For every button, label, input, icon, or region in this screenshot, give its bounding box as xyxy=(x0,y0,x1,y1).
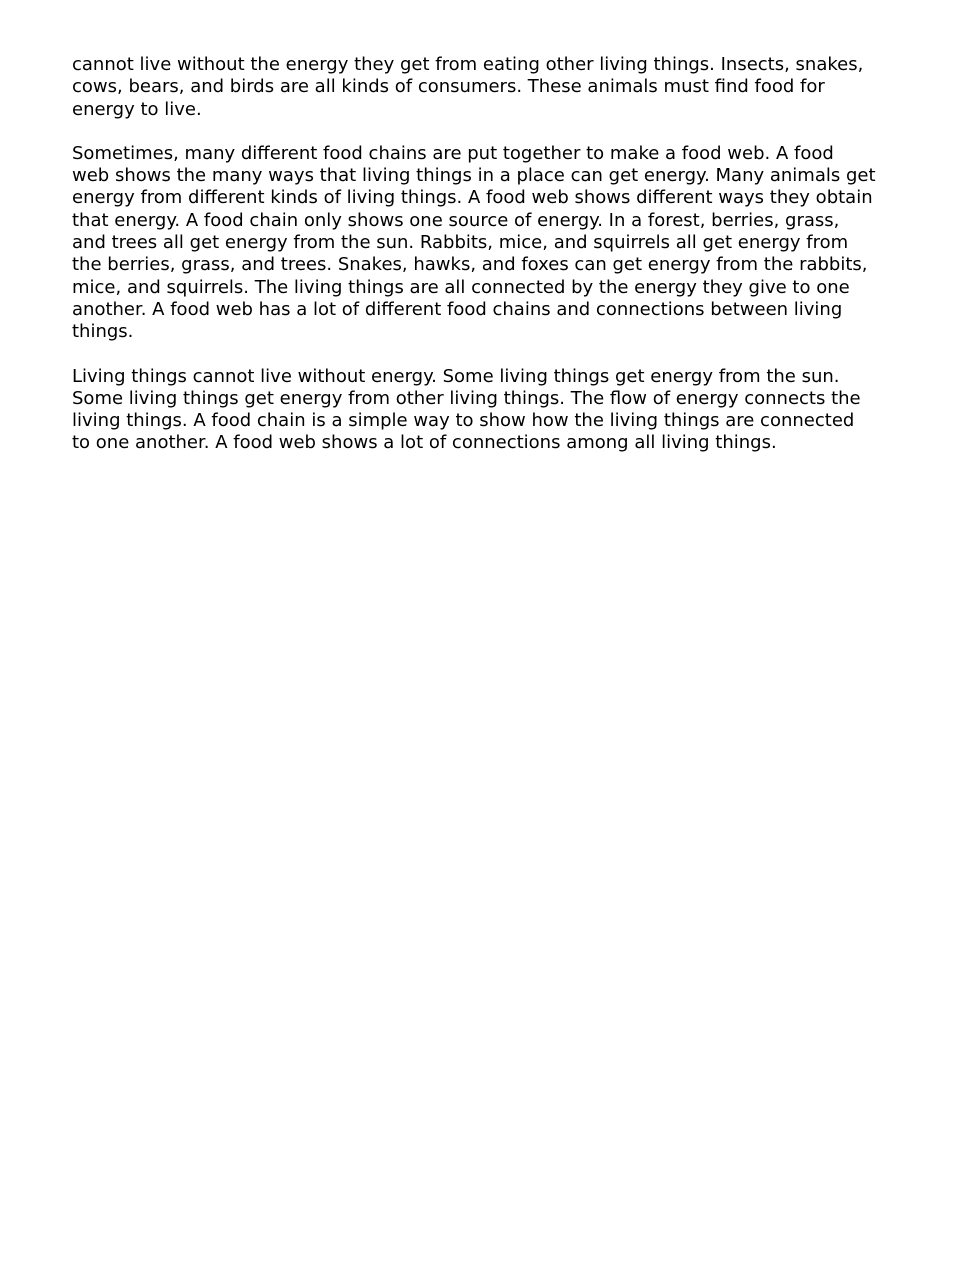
paragraph-summary: Living things cannot live without energy. Some living things get energy from the sun. Some living things get energy from other living things. The flow of energy connects the living things. A food chain is a simple way to show how the living things are connected to one another. A food web shows a lot of connections among all living things. xyxy=(72,365,861,454)
paragraph-food-web: Sometimes, many different food chains are put together to make a food web. A food web shows the many ways that living things in a place can get energy. Many animals get energy from different kinds of living things. A food web shows different ways they obtain that energy. A food chain only shows one source of energy. In a forest, berries, grass, and trees all get energy from the sun. Rabbits, mice, and squirrels all get energy from the berries, grass, and trees. Snakes, hawks, and foxes can get energy from the rabbits, mice, and squirrels. The living things are all connected by the energy they give to one another. A food web has a lot of different food chains and connections between living things. xyxy=(72,142,876,343)
paragraph-consumers: cannot live without the energy they get from eating other living things. Insects, snakes, cows, bears, and birds are all kinds of consumers. These animals must find food for energy to live. xyxy=(72,54,864,120)
document-page xyxy=(72,54,907,477)
